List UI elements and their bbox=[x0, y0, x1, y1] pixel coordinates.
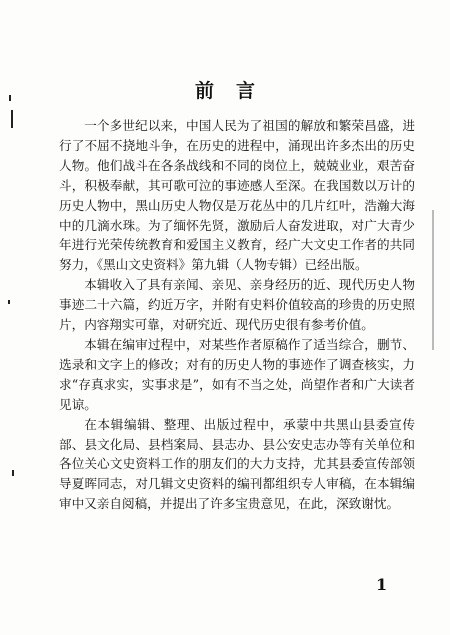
page-number: 1 bbox=[376, 575, 388, 594]
page-title: 前言 bbox=[194, 80, 277, 102]
paragraph: 本辑在编审过程中，对某些作者原稿作了适当综合，删节、选录和文字上的修改；对有的历史人物的事迹作了调查核实，力求“存真求实，实事求是”，如有不当之处，尚望作者和广大读者见谅。 bbox=[59, 336, 415, 412]
margin-mark bbox=[432, 210, 434, 350]
paragraph: 本辑收入了具有亲闻、亲见、亲身经历的近、现代历史人物事迹二十六篇，约近万字，并附有史料价值较高的珍贵的历史照片，内容翔实可靠，对研究近、现代历史很有参考价值。 bbox=[59, 277, 415, 333]
paragraph: 在本辑编辑、整理、出版过程中，承蒙中共黑山县委宣传部、县文化局、县档案局、县志办、县公安史志办等有关单位和各位关心文史资料工作的朋友们的大力支持，尤其县委宣传部领导夏晖同志，对几辑文史资料的编刊都组织专人审稿，在本辑编审中又亲自阅稿，并提出了许多宝贵意见，在此，深致谢忱。 bbox=[59, 416, 415, 512]
margin-mark bbox=[11, 110, 13, 128]
body-text bbox=[59, 116, 415, 514]
margin-mark bbox=[8, 300, 10, 304]
paragraph: 一个多世纪以来，中国人民为了祖国的解放和繁荣昌盛，进行了不屈不挠地斗争，在历史的进程中，涌现出许多杰出的历史人物。他们战斗在各条战线和不同的岗位上，兢兢业业，艰苦奋斗，积极奉献，其可歌可泣的事迹感人至深。在我国数以万计的历史人物中，黑山历史人物仅是万花丛中的几片红叶，浩瀚大海中的几滴水珠。为了缅怀先贤，激励后人奋发进取，对广大青少年进行光荣传统教育和爱国主义教育，经广大文史工作者的共同努力，《黑山文史资料》第九辑（人物专辑）已经出版。 bbox=[59, 118, 415, 273]
margin-mark bbox=[12, 470, 14, 476]
